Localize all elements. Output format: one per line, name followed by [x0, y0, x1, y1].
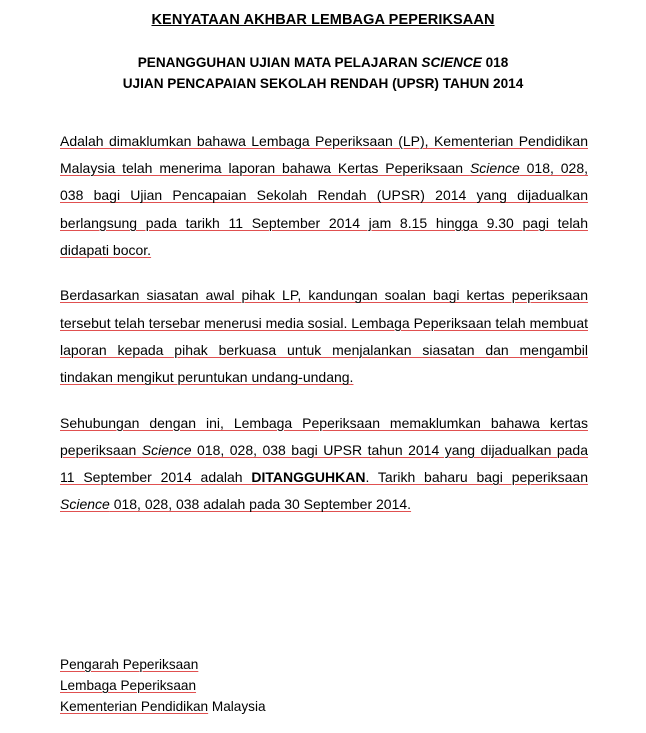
signature-block — [60, 654, 266, 717]
paragraph-3-segment-1: Sehubungan dengan ini, Lembaga Peperiksaan memaklumkan bahawa kertas peperiksaan — [60, 414, 588, 458]
paragraph-3-subject-italic-2: Science — [60, 496, 110, 513]
paragraph-3 — [60, 410, 588, 519]
signature-line-1 — [60, 654, 266, 675]
paragraph-3-subject-italic-1: Science — [141, 441, 192, 458]
signature-line-2 — [60, 675, 266, 696]
paragraph-3-segment-3: 018, 028, 038 bagi UPSR tahun 2014 yang dijadualkan pada 11 September 2014 adalah — [60, 441, 588, 486]
document-body — [0, 128, 646, 519]
paragraph-3-segment-5: . Tarikh baharu bagi peperiksaan — [365, 469, 588, 486]
paragraph-3-segment-7: 018, 028, 038 adalah pada 30 September 2014. — [109, 496, 412, 513]
paragraph-1 — [60, 128, 588, 264]
document-subtitle-line-2: UJIAN PENCAPAIAN SEKOLAH RENDAH (UPSR) TAHUN 2014 — [122, 75, 524, 91]
subtitle-text-part-2: 018 — [481, 54, 509, 70]
document-subtitle-line-1 — [50, 52, 596, 73]
paragraph-3-emphasis: DITANGGUHKAN — [251, 469, 366, 486]
paragraph-2 — [60, 282, 588, 391]
paragraph-1-segment-1: Adalah dimaklumkan bahawa Lembaga Peperiksaan (LP), Kementerian Pendidikan Malaysia telah menerima laporan bahawa Kertas Peperiksaan — [60, 132, 588, 177]
subtitle-block — [0, 52, 646, 94]
subtitle-subject-italic: SCIENCE — [421, 54, 482, 70]
paragraph-1-subject-italic: Science — [469, 160, 520, 177]
signature-ministry: Kementerian Pendidikan — [60, 698, 209, 714]
paragraph-1-segment-3: 018, 028, 038 bagi Ujian Pencapaian Sekolah Rendah (UPSR) 2014 yang dijadualkan berlangsung pada tarikh 11 September 2014 jam 8.15 hingga 9.30 pagi telah didapati bocor. — [60, 160, 588, 259]
page-title: KENYATAAN AKHBAR LEMBAGA PEPERIKSAAN — [151, 12, 495, 28]
subtitle-text-part-1: PENANGGUHAN UJIAN MATA PELAJARAN — [137, 54, 422, 70]
signature-country: Malaysia — [208, 698, 266, 714]
signature-organisation: Lembaga Peperiksaan — [60, 677, 197, 693]
title-block — [0, 0, 646, 32]
signature-line-3 — [60, 696, 266, 717]
paragraph-2-text: Berdasarkan siasatan awal pihak LP, kandungan soalan bagi kertas peperiksaan tersebut telah tersebar menerusi media sosial. Lembaga Peperiksaan telah membuat laporan kepada pihak berkuasa untuk menjalankan siasatan dan mengambil tindakan mengikut peruntukan undang-undang. — [60, 287, 588, 386]
signature-designation: Pengarah Peperiksaan — [60, 656, 199, 672]
